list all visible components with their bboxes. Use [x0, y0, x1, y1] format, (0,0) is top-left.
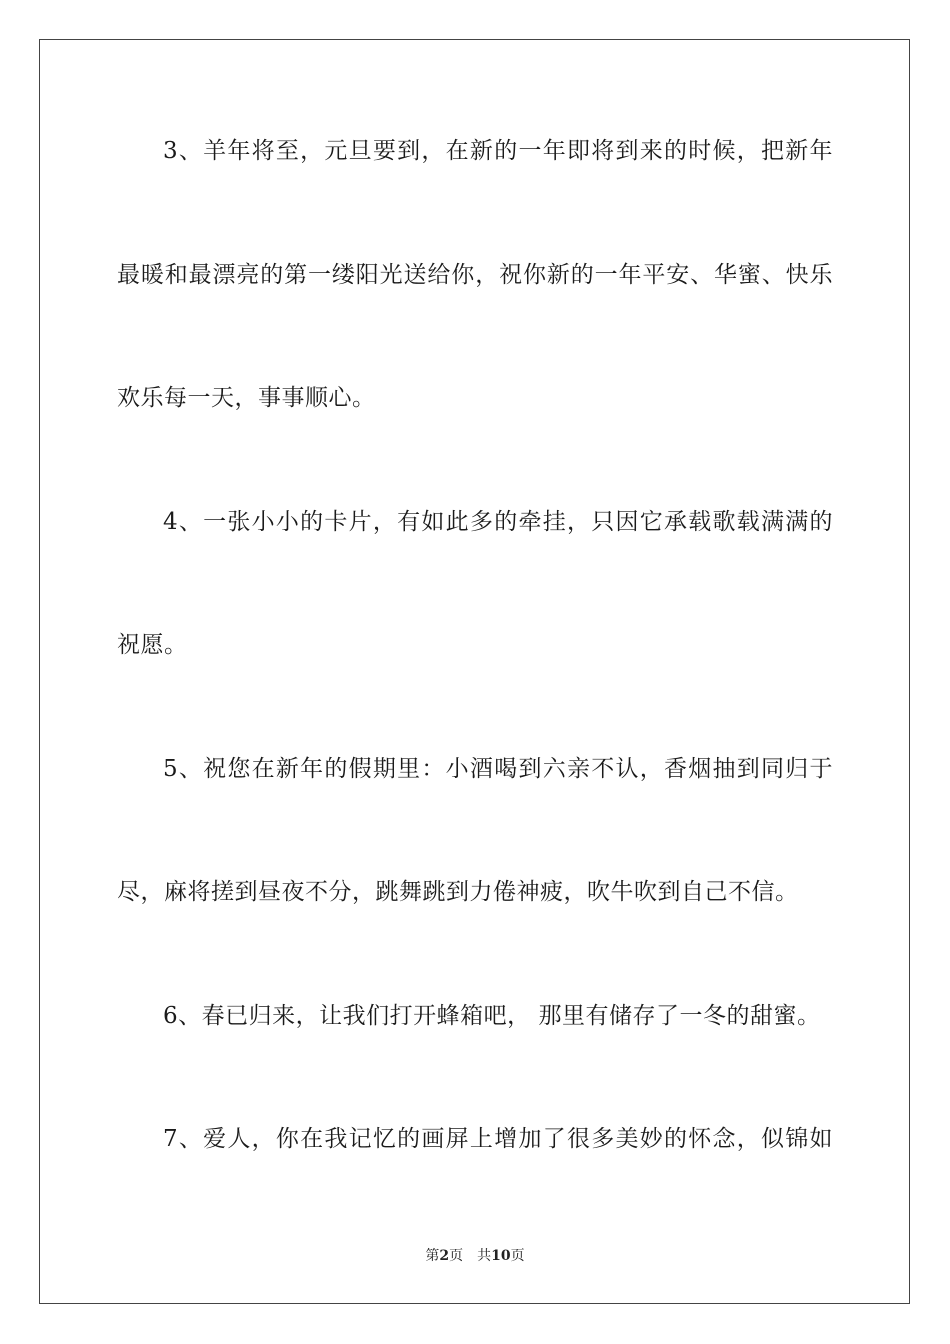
- page-footer: [0, 1247, 950, 1265]
- page-frame: [39, 39, 910, 1304]
- total-prefix: 共: [477, 1248, 492, 1264]
- paragraph-3-line-3: 欢乐每一天，事事顺心。: [117, 385, 376, 411]
- paragraph-7-line-1: 7、爱人，你在我记忆的画屏上增加了很多美妙的怀念，似锦如: [163, 1126, 833, 1152]
- total-pages: 10: [491, 1248, 511, 1264]
- total-suffix: 页: [510, 1248, 525, 1264]
- paragraph-4-line-2: 祝愿。: [117, 632, 188, 658]
- paragraph-4-line-1: 4、一张小小的卡片，有如此多的牵挂，只因它承载歌载满满的: [163, 509, 833, 535]
- paragraph-6-line-1: 6、春已归来，让我们打开蜂箱吧， 那里有储存了一冬的甜蜜。: [163, 1003, 821, 1029]
- page-suffix: 页: [449, 1248, 464, 1264]
- page-number: 2: [439, 1248, 450, 1264]
- paragraph-3-line-1: 3、羊年将至，元旦要到，在新的一年即将到来的时候，把新年: [163, 138, 833, 164]
- page-prefix: 第: [425, 1248, 440, 1264]
- paragraph-5-line-2: 尽，麻将搓到昼夜不分，跳舞跳到力倦神疲，吹牛吹到自己不信。: [117, 879, 799, 905]
- paragraph-5-line-1: 5、祝您在新年的假期里：小酒喝到六亲不认，香烟抽到同归于: [163, 756, 833, 782]
- paragraph-3-line-2: 最暖和最漂亮的第一缕阳光送给你，祝你新的一年平安、华蜜、快乐: [117, 262, 833, 288]
